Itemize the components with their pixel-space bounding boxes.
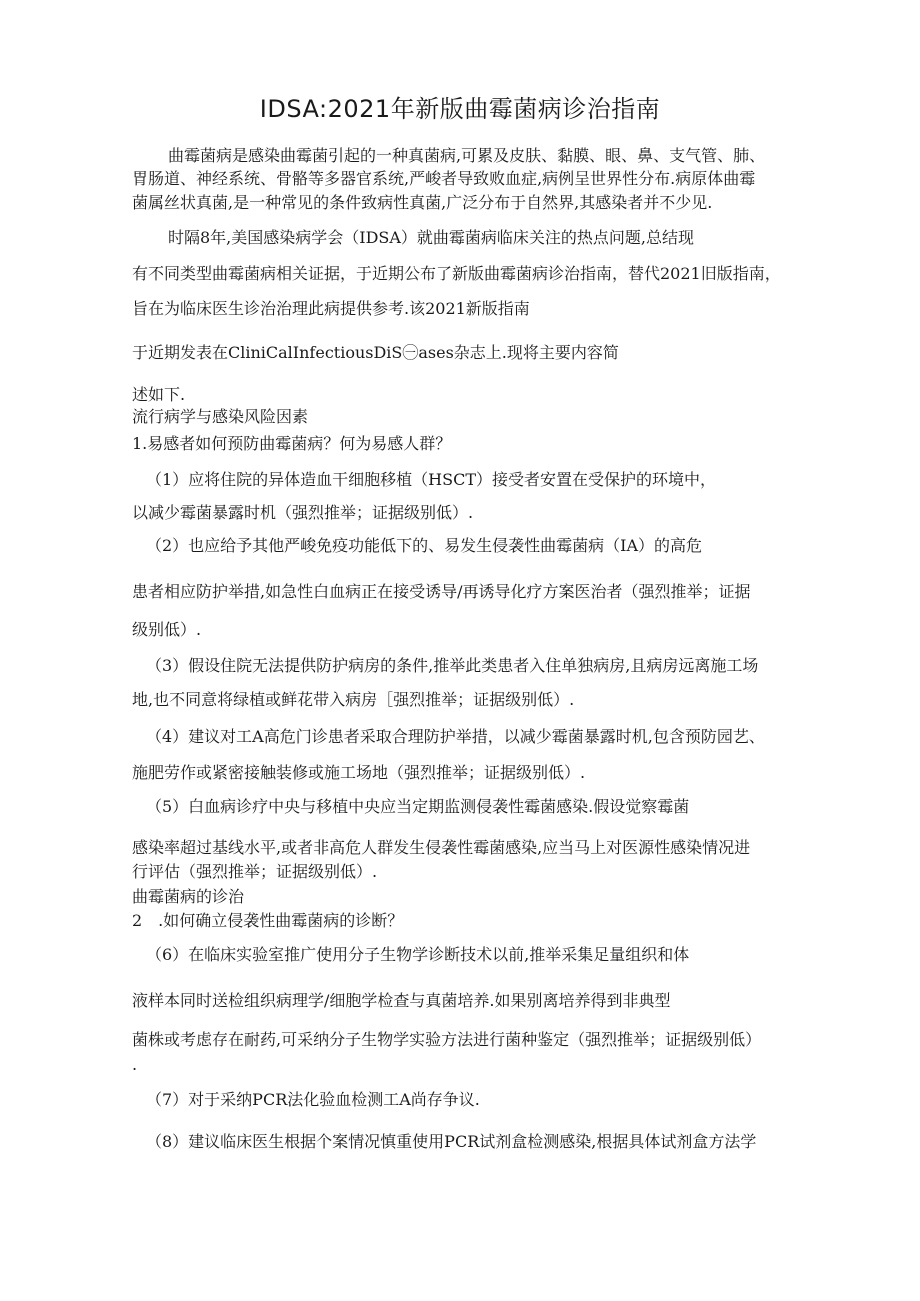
paragraph-line: 曲霉菌病是感染曲霉菌引起的一种真菌病,可累及皮肤、黏膜、眼、鼻、支气管、肺、 [168, 146, 766, 165]
recommendation-line: 菌株或考虑存在耐药,可采纳分子生物学实验方法进行菌种鉴定（强烈推举；证据级别低） [132, 1030, 762, 1049]
recommendation-line: （1）应将住院的异体造血干细胞移植（HSCT）接受者安置在受保护的环境中， [146, 470, 717, 489]
recommendation-line: （6）在临床实验室推广使用分子生物学诊断技术以前,推举采集足量组织和体 [146, 945, 690, 964]
section-heading: 流行病学与感染风险因素 [132, 407, 309, 426]
recommendation-line: （3）假设住院无法提供防护病房的条件,推举此类患者入住单独病房,且病房远离施工场 [146, 656, 759, 675]
recommendation-line: 级别低）. [132, 620, 202, 639]
document-title: IDSA:2021年新版曲霉菌病诊治指南 [259, 95, 661, 123]
recommendation-line: 地,也不同意将绿植或鲜花带入病房［强烈推举；证据级别低）. [132, 690, 575, 709]
recommendation-line: 行评估（强烈推举；证据级别低）. [132, 862, 378, 881]
paragraph-line: 胃肠道、神经系统、骨骼等多器官系统,严峻者导致败血症,病例呈世界性分布.病原体曲霉 [132, 169, 756, 188]
recommendation-line: 感染率超过基线水平,或者非高危人群发生侵袭性霉菌感染,应当马上对医源性感染情况进 [132, 838, 751, 857]
recommendation-line: 以减少霉菌暴露时机（强烈推举；证据级别低）. [132, 503, 474, 522]
paragraph-line: 时隔8年,美国感染病学会（IDSA）就曲霉菌病临床关注的热点问题,总结现 [168, 228, 695, 247]
paragraph-line: 述如下. [132, 385, 186, 404]
paragraph-line: 于近期发表在CliniCalInfectiousDiS㊀ases杂志上.现将主要内容简 [132, 343, 619, 362]
paragraph-line: 旨在为临床医生诊治治理此病提供参考.该2021新版指南 [132, 299, 530, 318]
paragraph-line: 菌属丝状真菌,是一种常见的条件致病性真菌,广泛分布于自然界,其感染者并不少见. [132, 193, 713, 212]
recommendation-line: （7）对于采纳PCR法化验血检测工A尚存争议. [146, 1090, 480, 1109]
paragraph-line: 有不同类型曲霉菌病相关证据，于近期公布了新版曲霉菌病诊治指南，替代2021旧版指南， [132, 264, 781, 283]
recommendation-line: （4）建议对工A高危门诊患者采取合理防护举措，以减少霉菌暴露时机,包含预防园艺、 [146, 727, 765, 746]
recommendation-line: . [132, 1055, 138, 1074]
recommendation-line: （2）也应给予其他严峻免疫功能低下的、易发生侵袭性曲霉菌病（IA）的高危 [146, 536, 703, 555]
section-heading: 曲霉菌病的诊治 [132, 887, 245, 906]
question-heading: 1.易感者如何预防曲霉菌病？何为易感人群？ [132, 434, 452, 453]
recommendation-line: 液样本同时送检组织病理学/细胞学检查与真菌培养.如果别离培养得到非典型 [132, 991, 671, 1010]
recommendation-line: （8）建议临床医生根据个案情况慎重使用PCR试剂盒检测感染,根据具体试剂盒方法学 [146, 1132, 757, 1151]
recommendation-line: 患者相应防护举措,如急性白血病正在接受诱导/再诱导化疗方案医治者（强烈推举；证据 [132, 582, 751, 601]
recommendation-line: 施肥劳作或紧密接触装修或施工场地（强烈推举；证据级别低）. [132, 763, 586, 782]
recommendation-line: （5）白血病诊疗中央与移植中央应当定期监测侵袭性霉菌感染.假设觉察霉菌 [146, 797, 690, 816]
question-heading: 2 .如何确立侵袭性曲霉菌病的诊断？ [132, 911, 404, 930]
